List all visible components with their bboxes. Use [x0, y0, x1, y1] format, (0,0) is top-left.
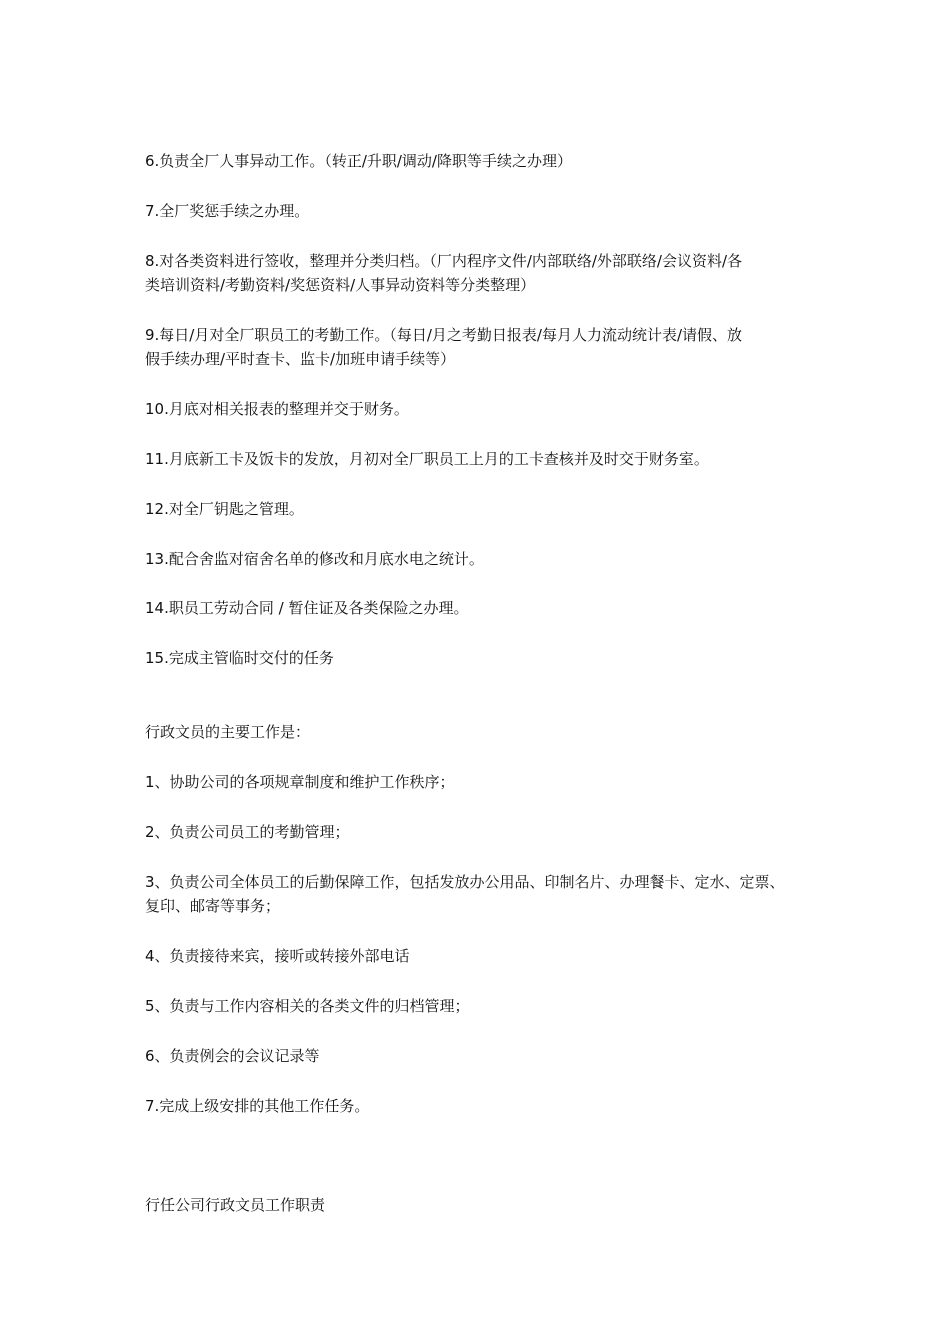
- list1-item-8-line2: 类培训资料/考勤资料/奖惩资料/人事异动资料等分类整理）: [145, 276, 536, 294]
- list1-item-11: 11.月底新工卡及饭卡的发放，月初对全厂职员工上月的工卡查核并及时交于财务室。: [145, 450, 709, 468]
- list2-item-7: 7.完成上级安排的其他工作任务。: [145, 1097, 370, 1115]
- section3-heading: 行任公司行政文员工作职责: [145, 1196, 326, 1214]
- list1-item-13: 13.配合舍监对宿舍名单的修改和月底水电之统计。: [145, 550, 484, 568]
- list2-item-3-line2: 复印、邮寄等事务；: [145, 897, 281, 915]
- list2-item-6: 6、负责例会的会议记录等: [145, 1047, 320, 1065]
- list2-item-3-line1: 3、负责公司全体员工的后勤保障工作，包括发放办公用品、印制名片、办理餐卡、定水、定票、: [145, 873, 785, 891]
- list2-item-1: 1、协助公司的各项规章制度和维护工作秩序；: [145, 773, 455, 791]
- list1-item-8-line1: 8.对各类资料进行签收，整理并分类归档。（厂内程序文件/内部联络/外部联络/会议资料/各: [145, 252, 743, 270]
- list2-item-5: 5、负责与工作内容相关的各类文件的归档管理；: [145, 997, 470, 1015]
- list1-item-12: 12.对全厂钥匙之管理。: [145, 500, 304, 518]
- list1-item-10: 10.月底对相关报表的整理并交于财务。: [145, 400, 409, 418]
- section2-heading: 行政文员的主要工作是：: [145, 723, 311, 741]
- list1-item-7: 7.全厂奖惩手续之办理。: [145, 202, 310, 220]
- list1-item-15: 15.完成主管临时交付的任务: [145, 649, 334, 667]
- list2-item-4: 4、负责接待来宾，接听或转接外部电话: [145, 947, 410, 965]
- list1-item-9-line1: 9.每日/月对全厂职员工的考勤工作。（每日/月之考勤日报表/每月人力流动统计表/请假、放: [145, 326, 743, 344]
- list1-item-14: 14.职员工劳动合同 / 暂住证及各类保险之办理。: [145, 599, 469, 617]
- list1-item-9-line2: 假手续办理/平时查卡、监卡/加班申请手续等）: [145, 350, 456, 368]
- list1-item-6: 6.负责全厂人事异动工作。（转正/升职/调动/降职等手续之办理）: [145, 152, 572, 170]
- list2-item-2: 2、负责公司员工的考勤管理；: [145, 823, 350, 841]
